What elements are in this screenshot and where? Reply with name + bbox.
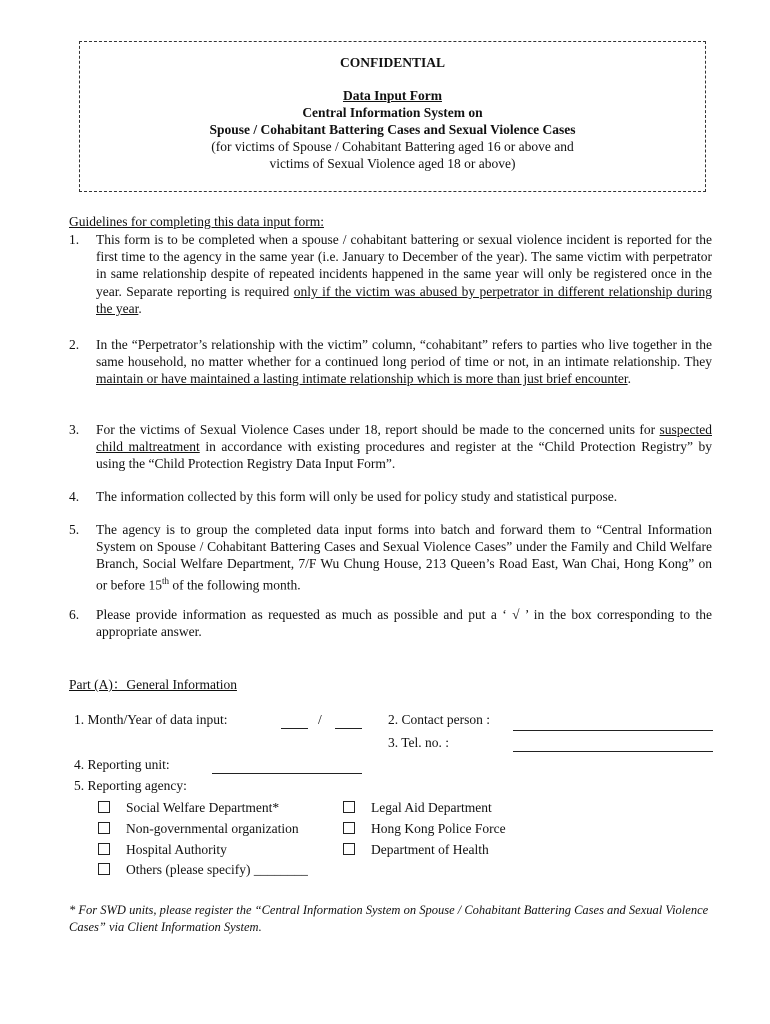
item-number: 6. — [69, 607, 80, 622]
cases-line: Spouse / Cohabitant Battering Cases and Sexual Violence Cases — [209, 122, 576, 137]
agency-option-police[interactable] — [343, 820, 506, 837]
month-year-label: 1. Month/Year of data input: — [74, 712, 228, 727]
item-text-end: of the following month. — [169, 577, 301, 593]
guideline-item-1 — [69, 231, 712, 317]
agency-option-health[interactable] — [343, 841, 489, 858]
item-number: 3. — [69, 422, 80, 437]
item-text-underlined: suspected child maltreatment — [96, 422, 712, 455]
item-text: The agency is to group the completed data input forms into batch and forward them to “Central Information System on Spouse / Cohabitant Battering Cases and Sexual Violence Cases” under the Family and Child Welfare Branch, Social Welfare Department, 7/F Wu Chung House, 213 Queen’s Road East, Wan Chai, Hong Kong” on or before 15 — [96, 522, 712, 593]
guideline-item-2 — [69, 336, 712, 388]
option-label: Hospital Authority — [126, 842, 227, 857]
guidelines-title: Guidelines for completing this data input form: — [69, 214, 324, 229]
item-text: In the “Perpetrator’s relationship with the victim” column, “cohabitant” refers to parties who live together in the same household, no matter whether for a continued long period of time or not, in an intimate relationship. They — [96, 337, 712, 370]
tel-no-label: 3. Tel. no. : — [388, 735, 450, 750]
item-number: 1. — [69, 232, 80, 247]
form-title: Data Input Form — [342, 88, 442, 103]
agency-option-others[interactable] — [98, 861, 308, 878]
contact-person-label: 2. Contact person : — [388, 712, 490, 727]
victims-line-2: victims of Sexual Violence aged 18 or above) — [269, 156, 516, 171]
header-box — [79, 41, 706, 192]
item-number: 5. — [69, 522, 80, 537]
checkbox[interactable] — [98, 822, 110, 834]
reporting-agency-label: 5. Reporting agency: — [74, 778, 187, 793]
item-number: 2. — [69, 337, 80, 352]
agency-option-legal-aid[interactable] — [343, 799, 492, 816]
checkbox[interactable] — [98, 843, 110, 855]
checkbox[interactable] — [98, 863, 110, 875]
item-text: The information collected by this form will only be used for policy study and statistical purpose. — [96, 489, 618, 504]
agency-option-ha[interactable] — [98, 841, 227, 858]
guideline-item-4 — [69, 488, 712, 505]
reporting-unit-label: 4. Reporting unit: — [74, 757, 170, 772]
option-label: Non-governmental organization — [126, 821, 299, 836]
item-text-underlined: maintain or have maintained a lasting intimate relationship which is more than just brief encounter — [96, 371, 628, 387]
item-text-end: in accordance with existing procedures and register at the “Child Protection Registry” by using the “Child Protection Registry Data Input Form”. — [96, 439, 712, 472]
system-line: Central Information System on — [302, 105, 483, 120]
option-label: Department of Health — [371, 842, 489, 857]
part-a-title: Part (A)：General Information — [69, 677, 237, 692]
option-label: Hong Kong Police Force — [371, 821, 506, 836]
item-text: Please provide information as requested as much as possible and put a ‘ √ ’ in the box corresponding to the appropriate answer. — [96, 607, 712, 640]
checkbox[interactable] — [98, 801, 110, 813]
guideline-item-5 — [69, 521, 712, 593]
option-label: Social Welfare Department* — [126, 800, 280, 815]
checkbox[interactable] — [343, 801, 355, 813]
item-text-underlined: only if the victim was abused by perpetrator in different relationship during the year — [96, 283, 712, 316]
agency-option-ngo[interactable] — [98, 820, 299, 837]
agency-option-swd[interactable] — [98, 799, 279, 816]
item-text-end: . — [138, 300, 142, 316]
checkbox[interactable] — [343, 843, 355, 855]
item-number: 4. — [69, 489, 80, 504]
year-input[interactable] — [335, 714, 362, 729]
month-input[interactable] — [281, 714, 308, 729]
ordinal-suffix: th — [161, 575, 169, 586]
month-year-separator: / — [318, 712, 322, 727]
confidential-label: CONFIDENTIAL — [339, 55, 445, 70]
option-label: Others (please specify) ________ — [126, 862, 308, 877]
item-text: For the victims of Sexual Violence Cases under 18, report should be made to the concerned units for — [96, 422, 660, 437]
tel-no-input[interactable] — [513, 737, 713, 752]
option-label: Legal Aid Department — [371, 800, 492, 815]
reporting-unit-input[interactable] — [212, 759, 362, 774]
item-text-end: . — [627, 371, 631, 387]
contact-person-input[interactable] — [513, 716, 713, 731]
guideline-item-6 — [69, 606, 712, 640]
item-text: This form is to be completed when a spouse / cohabitant battering or sexual violence incident is reported for the first time to the agency in the same year (i.e. January to December of the year). The same victim with perpetrator in same relationship despite of repeated incidents happened in the same year will only be registered once in the year. Separate reporting is required — [96, 232, 712, 299]
victims-line-1: (for victims of Spouse / Cohabitant Battering aged 16 or above and — [211, 139, 574, 154]
guideline-item-3 — [69, 421, 712, 473]
checkbox[interactable] — [343, 822, 355, 834]
footnote: * For SWD units, please register the “Central Information System on Spouse / Cohabitant Battering Cases and Sexual Violence Cases” via Client Information System. — [69, 903, 709, 934]
